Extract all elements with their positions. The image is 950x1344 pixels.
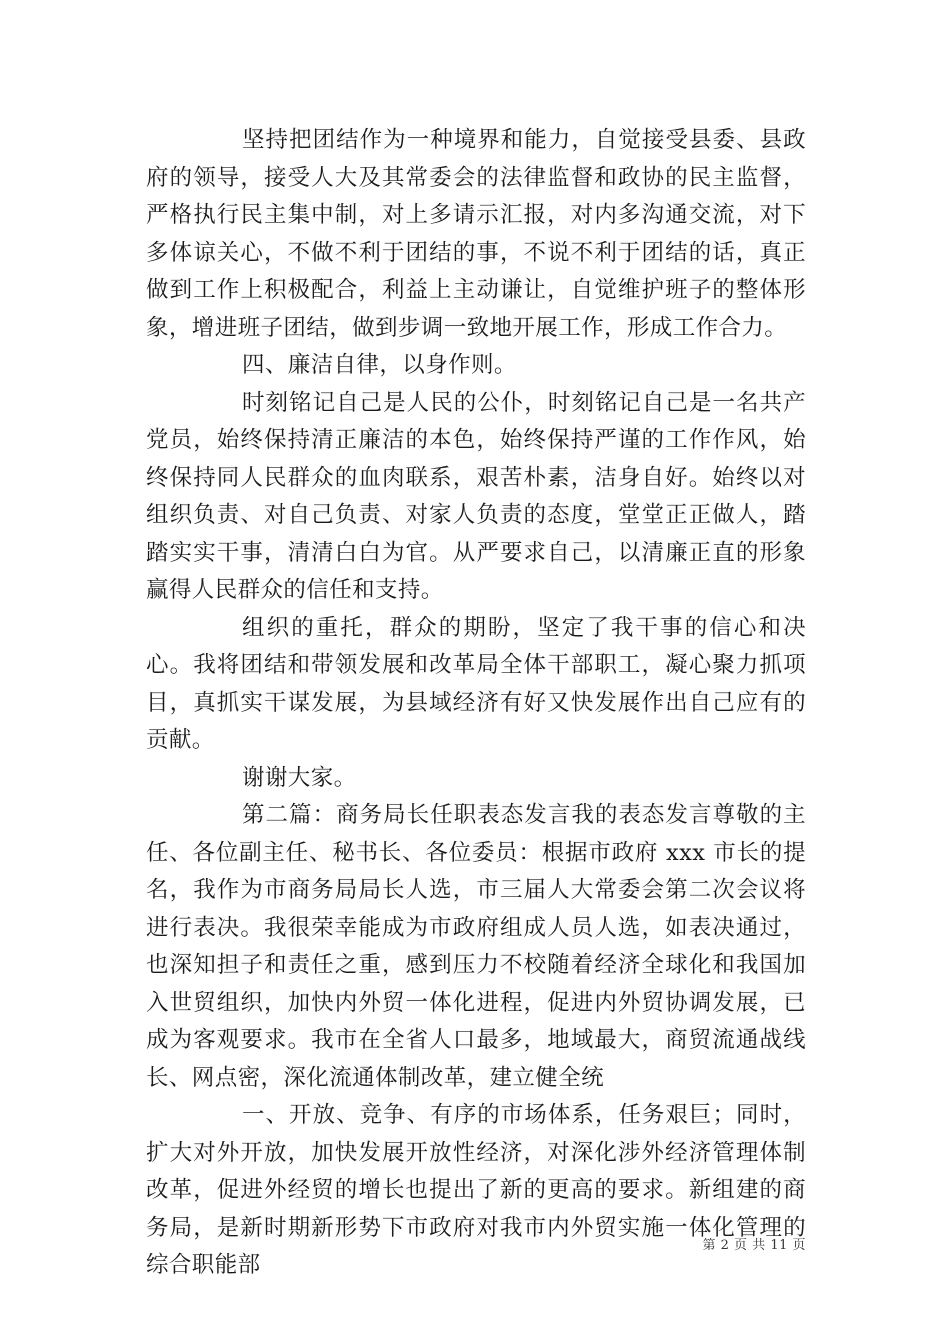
document-body bbox=[146, 122, 806, 1285]
paragraph: 一、开放、竞争、有序的市场体系，任务艰巨；同时，扩大对外开放，加快发展开放性经济，对深化涉外经济管理体制改革，促进外经贸的增长也提出了新的更高的要求。新组建的商务局，是新时期新形势下市政府对我市内外贸实施一体化管理的综合职能部 bbox=[146, 1102, 806, 1278]
paragraph: 谢谢大家。 bbox=[242, 764, 357, 791]
paragraph: 时刻铭记自己是人民的公仆，时刻铭记自己是一名共产党员，始终保持清正廉洁的本色，始终保持严谨的工作作风，始终保持同人民群众的血肉联系，艰苦朴素，洁身自好。始终以对组织负责、对自己负责、对家人负责的态度，堂堂正正做人，踏踏实实干事，清清白白为官。从严要求自己，以清廉正直的形象赢得人民群众的信任和支持。 bbox=[146, 389, 806, 603]
page-number-footer bbox=[703, 1234, 806, 1253]
paragraph: 坚持把团结作为一种境界和能力，自觉接受县委、县政府的领导，接受人大及其常委会的法律监督和政协的民主监督，严格执行民主集中制，对上多请示汇报，对内多沟通交流，对下多体谅关心，不做不利于团结的事，不说不利于团结的话，真正做到工作上积极配合，利益上主动谦让，自觉维护班子的整体形象，增进班子团结，做到步调一致地开展工作，形成工作合力。 bbox=[146, 127, 806, 341]
paragraph: 组织的重托，群众的期盼，坚定了我干事的信心和决心。我将团结和带领发展和改革局全体干部职工，凝心聚力抓项目，真抓实干谋发展，为县域经济有好又快发展作出自己应有的贡献。 bbox=[146, 614, 806, 753]
page-number-label: 第 2 页 共 11 页 bbox=[702, 1238, 806, 1253]
section-heading: 四、廉洁自律，以身作则。 bbox=[242, 352, 517, 378]
paragraph: 第二篇：商务局长任职表态发言我的表态发言尊敬的主任、各位副主任、秘书长、各位委员：根据市政府 xxx 市长的提名，我作为市商务局局长人选，市三届人大常委会第二次会议将进行表决。我很荣幸能成为市政府组成人员人选，如表决通过，也深知担子和责任之重，感到压力不校随着经济全球化和我国加入世贸组织，加快内外贸一体化进程，促进内外贸协调发展，已成为客观要求。我市在全省人口最多，地域最大，商贸流通战线长、网点密，深化流通体制改革，建立健全统 bbox=[146, 802, 806, 1091]
